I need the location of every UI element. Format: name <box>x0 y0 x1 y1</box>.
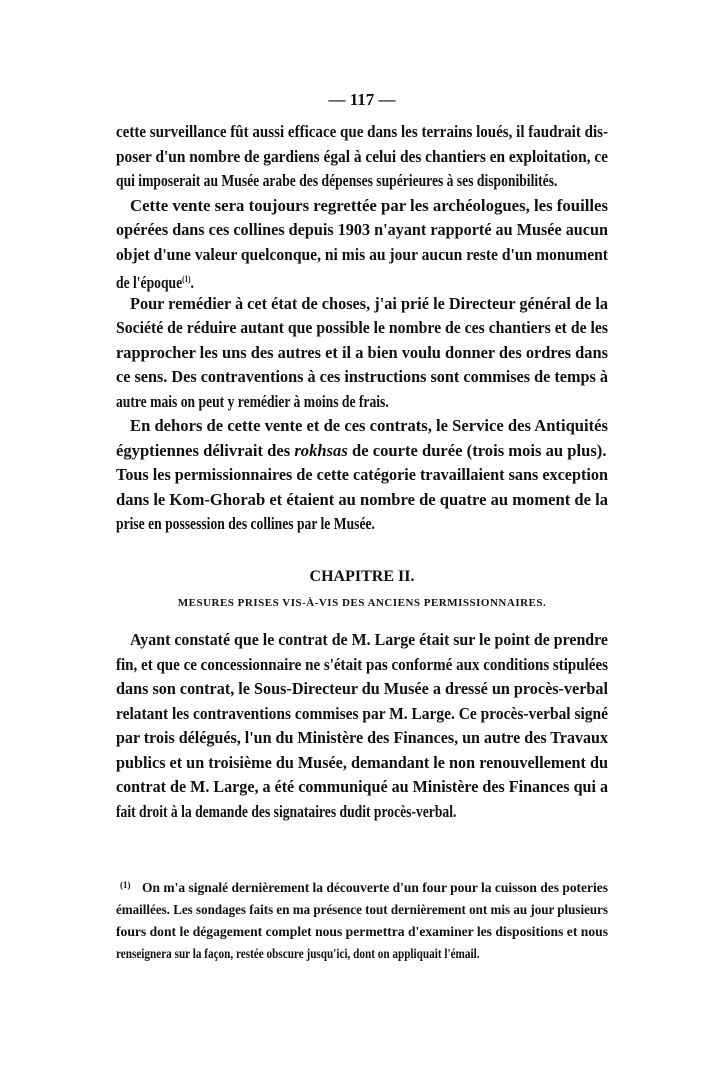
line-text: On m'a signalé dernièrement la découverte d'un four pour la cuisson des poteries <box>142 881 608 896</box>
text-line <box>116 441 608 461</box>
line-text: objet d'une valeur quelconque, ni mis au jour aucun reste d'un monument <box>116 245 608 264</box>
line-text: ce sens. Des contraventions à ces instructions sont commises de temps à <box>116 367 608 386</box>
page-number: — 117 — <box>328 90 396 109</box>
text-line <box>116 704 608 724</box>
text-line <box>130 294 608 314</box>
footnote-reference[interactable]: (1) <box>182 274 191 284</box>
line-text: qui imposerait au Musée arabe des dépenses supérieures à ses disponibilités. <box>116 171 558 190</box>
text-line <box>116 392 608 412</box>
text-line <box>116 343 608 363</box>
line-text: de l'époque$^{(1)}$. <box>116 273 194 292</box>
text-line <box>116 802 608 822</box>
line-text: Tous les permissionnaires de cette catégorie travaillaient sans exception <box>116 465 608 484</box>
text-line <box>116 902 608 920</box>
line-text: dans le Kom-Ghorab et étaient au nombre de quatre au moment de la <box>116 490 608 509</box>
line-text: contrat de M. Large, a été communiqué au Ministère des Finances qui a <box>116 777 608 796</box>
line-text: cette surveillance fût aussi efficace que dans les terrains loués, il faudrait dis- <box>116 122 608 141</box>
chapter-title: CHAPITRE II. <box>309 568 415 585</box>
text-line <box>116 122 608 142</box>
line-text: rapprocher les uns des autres et il a bien voulu donner des ordres dans <box>116 343 608 362</box>
line-text: poser d'un nombre de gardiens égal à celui des chantiers en exploitation, ce <box>116 147 608 166</box>
line-text: prise en possession des collines par le Musée. <box>116 514 375 533</box>
punctuation: . <box>190 273 194 292</box>
text-line <box>116 245 608 265</box>
line-text: Société de réduire autant que possible le nombre de ces chantiers et de les <box>116 318 608 337</box>
line-text: par trois délégués, l'un du Ministère des Finances, un autre des Travaux <box>116 728 608 747</box>
text-line <box>116 367 608 387</box>
text-line <box>116 655 608 675</box>
line-text: publics et un troisième du Musée, demandant le non renouvellement du <box>116 752 608 772</box>
line-text: dans son contrat, le Sous-Directeur du Musée a dressé un procès-verbal <box>116 679 608 698</box>
line-text: fin, et que ce concessionnaire ne s'était pas conformé aux conditions stipulées <box>116 654 608 674</box>
line-text: opérées dans ces collines depuis 1903 n'ayant rapporté au Musée aucun <box>116 220 608 239</box>
chapter-subtitle: MESURES PRISES VIS-À-VIS DES ANCIENS PERMISSIONNAIRES. <box>177 597 547 609</box>
text-line <box>116 171 608 191</box>
text-line <box>116 490 608 510</box>
line-text: Pour remédier à cet état de choses, j'ai prié le Directeur général de la <box>130 294 608 313</box>
line-text: fours dont le dégagement complet nous permettra d'examiner les dispositions et nous <box>116 925 608 940</box>
line-text: En dehors de cette vente et de ces contrats, le Service des Antiquités <box>130 416 608 435</box>
footnote-marker: (1) <box>120 880 131 890</box>
text-line <box>130 416 608 436</box>
line-text: Ayant constaté que le contrat de M. Large était sur le point de prendre <box>130 630 608 649</box>
text-line <box>116 318 608 338</box>
line-text: égyptiennes délivrait des rokhsas de courte durée (trois mois au plus). <box>116 441 607 460</box>
text-line <box>116 777 608 797</box>
line-text: émaillées. Les sondages faits en ma présence tout dernièrement ont mis au jour plusieurs <box>116 903 608 918</box>
text-line <box>116 220 608 240</box>
text-line <box>116 924 608 942</box>
text-line <box>116 465 608 485</box>
text-line <box>116 728 608 748</box>
line-text: relatant les contraventions commises par M. Large. Ce procès-verbal signé <box>116 703 608 723</box>
text-line <box>116 753 608 773</box>
line-text: Cette vente sera toujours regrettée par les archéologues, les fouilles <box>130 196 608 215</box>
text-line <box>116 514 608 534</box>
text-line <box>116 946 608 964</box>
text-line <box>116 147 608 167</box>
text-line <box>130 196 608 216</box>
line-text: autre mais on peut y remédier à moins de frais. <box>116 392 389 411</box>
text-line <box>116 679 608 699</box>
line-text: renseignera sur la façon, restée obscure jusqu'ici, dont on appliquait l'émail. <box>116 947 480 962</box>
text-line <box>130 630 608 650</box>
line-text: fait droit à la demande des signataires dudit procès-verbal. <box>116 801 457 821</box>
text-line <box>116 269 608 293</box>
